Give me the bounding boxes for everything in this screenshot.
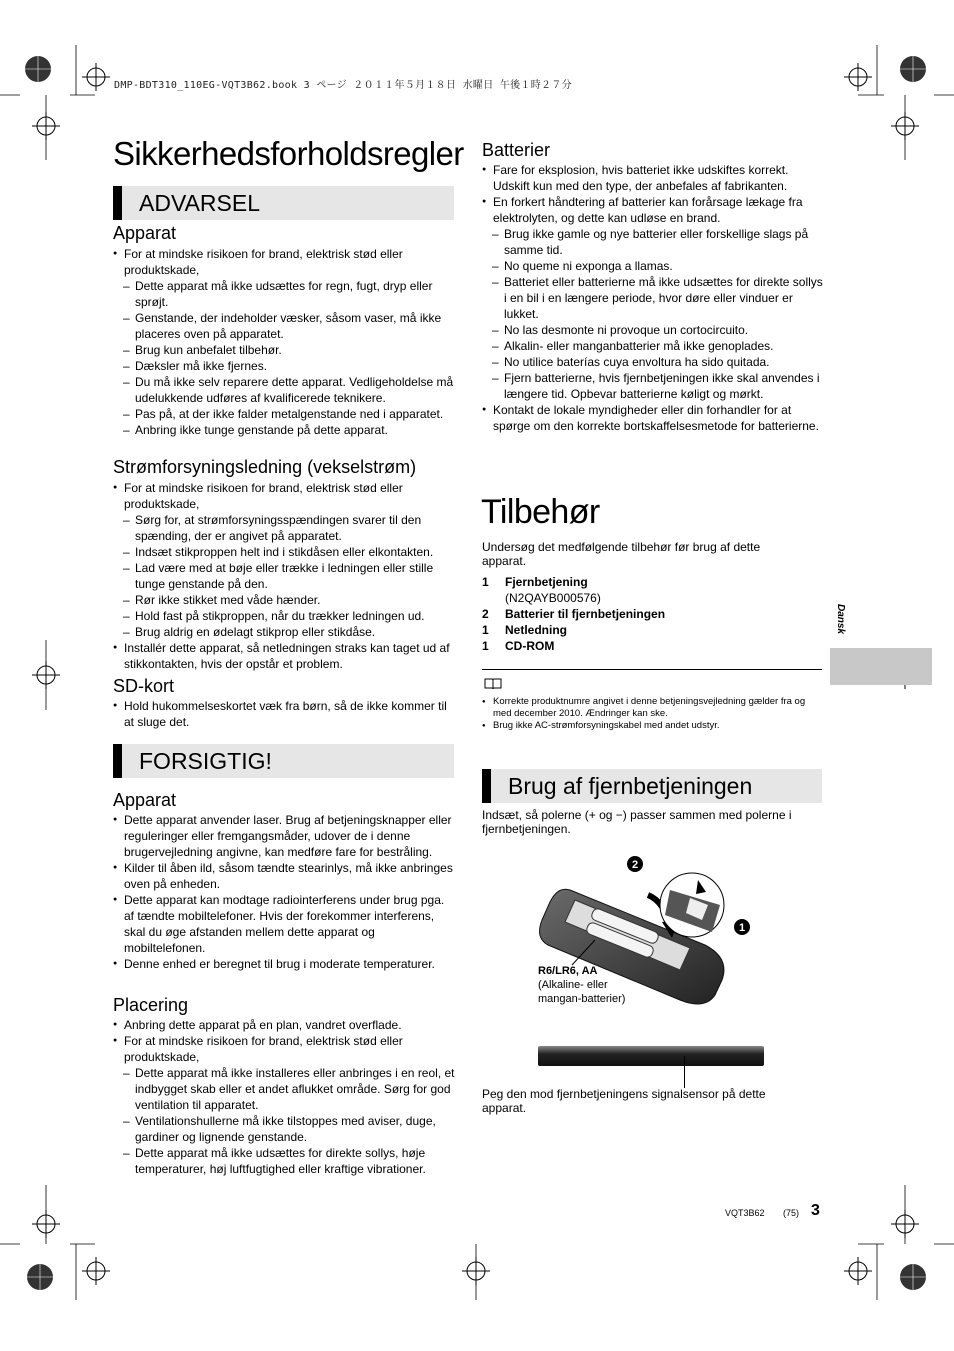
dash-item: – Ventilationshullerne må ikke tilstoppes med aviser, duge, gardiner og lignende genstande. <box>113 1113 456 1145</box>
section-heading: Apparat <box>113 223 177 243</box>
bullet-item: ● Anbring dette apparat på en plan, vandret overflade. <box>113 1017 456 1033</box>
dash-item: – Sørg for, at strømforsyningsspændingen svarer til den spænding, der er angivet på apparatet. <box>113 512 456 544</box>
page-title: Sikkerhedsforholdsregler <box>113 135 464 172</box>
dash-item: – Dette apparat må ikke installeres eller anbringes i en reol, et indbygget skab eller et andet aflukket område. Sørg for god ventilation til apparatet. <box>113 1065 456 1113</box>
warning-box <box>113 186 454 220</box>
dash-item: – Rør ikke stikket med våde hænder. <box>113 592 456 608</box>
note-divider <box>482 669 822 670</box>
accessory-qty: 1 <box>482 575 489 589</box>
sensor-instruction: Peg den mod fjernbetjeningens signalsensor på dette apparat. <box>482 1087 766 1115</box>
remote-usage-box <box>482 769 822 803</box>
accessories-intro: Undersøg det medfølgende tilbehør før brug af dette apparat. <box>482 540 761 568</box>
section-heading: Strømforsyningsledning (vekselstrøm) <box>113 457 417 477</box>
dash-item: – Lad være med at bøje eller trække i ledningen eller stille tunge genstande på den. <box>113 560 456 592</box>
bullet-item: ● Fare for eksplosion, hvis batteriet ikke udskiftes korrekt. Udskift kun med den type, der anbefales af fabrikanten. <box>482 162 824 194</box>
dash-item: – Dette apparat må ikke udsættes for direkte sollys, høje temperaturer, høj luftfugtighed eller kraftige vibrationer. <box>113 1145 456 1177</box>
doc-code: VQT3B62 <box>725 1208 765 1218</box>
dash-item: – Alkalin- eller manganbatterier må ikke genoplades. <box>482 338 824 354</box>
accessory-name: Batterier til fjernbetjeningen <box>505 607 666 621</box>
step-1-label: 1 <box>738 922 746 934</box>
accessories-title: Tilbehør <box>481 493 600 531</box>
note-book-icon <box>484 678 502 690</box>
dash-item: – No queme ni exponga a llamas. <box>482 258 824 274</box>
dash-item: – Dette apparat må ikke udsættes for regn, fugt, dryp eller sprøjt. <box>113 278 456 310</box>
bullet-item: ● For at mindske risikoen for brand, elektrisk stød eller produktskade, <box>113 246 456 278</box>
dash-item: – Indsæt stikproppen helt ind i stikdåsen eller elkontakten. <box>113 544 456 560</box>
dash-item: – Hold fast på stikproppen, når du trækker ledningen ud. <box>113 608 456 624</box>
battery-type-line2: mangan-batterier) <box>538 993 626 1005</box>
dash-item: – Du må ikke selv reparere dette apparat. Vedligeholdelse må udelukkende udføres af kvalificerede teknikere. <box>113 374 456 406</box>
dash-item: – No las desmonte ni provoque un cortocircuito. <box>482 322 824 338</box>
accessory-qty: 1 <box>482 639 489 653</box>
bullet-item: ● Dette apparat kan modtage radiointerferens under brug pga. af tændte mobiltelefoner. Hvis der forekommer interferens, skal du øge afstanden mellem dette apparat og mobiltelefonen. <box>113 892 456 956</box>
language-label: Dansk <box>835 604 846 635</box>
bullet-item: ● Dette apparat anvender laser. Brug af betjeningsknapper eller reguleringer eller fremgangsmåder, udover de i denne brugervejledning angivne, kan medføre fare for bestråling. <box>113 812 456 860</box>
print-header: DMP-BDT310_110EG-VQT3B62.book 3 ページ ２０１１年５月１８日 水曜日 午後１時２７分 <box>114 80 572 91</box>
dash-item: – Batteriet eller batterierne må ikke udsættes for direkte sollys i en bil i en længere periode, hvor døre eller vinduer er lukket. <box>482 274 824 322</box>
caution-box <box>113 744 454 778</box>
bullet-item: ● Kilder til åben ild, såsom tændte stearinlys, må ikke anbringes oven på enheden. <box>113 860 456 892</box>
section-heading: Apparat <box>113 790 177 810</box>
page-number: 3 <box>811 1202 820 1219</box>
section-heading: Batterier <box>482 140 551 160</box>
warning-box-label: ADVARSEL <box>139 190 261 216</box>
power-cord-list <box>113 480 456 672</box>
bullet-item: ● Denne enhed er beregnet til brug i moderate temperaturer. <box>113 956 456 972</box>
section-heading: SD-kort <box>113 676 175 696</box>
battery-list <box>482 162 824 434</box>
note-item: ● Korrekte produktnumre angivet i denne betjeningsvejledning gælder fra og med december 2010. Ændringer kan ske. <box>482 696 824 720</box>
battery-type-label: R6/LR6, AA <box>538 965 598 977</box>
bullet-item: ● En forkert håndtering af batterier kan forårsage lækage fra elektrolyten, og dette kan udløse en brand. <box>482 194 824 226</box>
apparat-caution-list <box>113 812 456 972</box>
dash-item: – Fjern batterierne, hvis fjernbetjeningen ikke skal anvendes i længere tid. Opbevar batterierne køligt og mørkt. <box>482 370 824 402</box>
placement-list <box>113 1017 456 1177</box>
bullet-item: ● For at mindske risikoen for brand, elektrisk stød eller produktskade, <box>113 1033 456 1065</box>
accessory-name: Fjernbetjening <box>505 575 588 589</box>
dash-item: – Genstande, der indeholder væsker, såsom vaser, må ikke placeres oven på apparatet. <box>113 310 456 342</box>
accessory-item <box>482 638 812 654</box>
bullet-item: ● Kontakt de lokale myndigheder eller din forhandler for at spørge om den korrekte bortskaffelsesmetode for batterierne. <box>482 402 824 434</box>
remote-intro: Indsæt, så polerne (+ og −) passer sammen med polerne i fjernbetjeningen. <box>482 808 792 836</box>
accessory-qty: 2 <box>482 607 489 621</box>
bullet-item: ● For at mindske risikoen for brand, elektrisk stød eller produktskade, <box>113 480 456 512</box>
bullet-item: ● Hold hukommelseskortet væk fra børn, så de ikke kommer til at sluge det. <box>113 698 456 730</box>
accessory-item <box>482 574 812 590</box>
dash-item: – Brug kun anbefalet tilbehør. <box>113 342 456 358</box>
doc-subpage: (75) <box>783 1208 800 1218</box>
accessory-item <box>482 606 812 622</box>
accessory-name: Netledning <box>505 623 567 637</box>
player-illustration <box>538 1046 764 1066</box>
sensor-pointer-line <box>684 1056 685 1088</box>
bullet-item: ● Installér dette apparat, så netledningen straks kan taget ud af stikkontakten, hvis der opstår et problem. <box>113 640 456 672</box>
battery-type-line1: (Alkaline- eller <box>538 979 608 991</box>
dash-item: – Pas på, at der ikke falder metalgenstande ned i apparatet. <box>113 406 456 422</box>
note-item: ● Brug ikke AC-strømforsyningskabel med andet udstyr. <box>482 720 824 732</box>
accessory-qty: 1 <box>482 623 489 637</box>
caution-box-label: FORSIGTIG! <box>139 748 272 774</box>
dash-item: – Brug ikke gamle og nye batterier eller forskellige slags på samme tid. <box>482 226 824 258</box>
step-2-label: 2 <box>631 859 639 871</box>
section-heading: Placering <box>113 995 189 1015</box>
remote-usage-label: Brug af fjernbetjeningen <box>508 773 753 799</box>
dash-item: – Brug aldrig en ødelagt stikprop eller stikdåse. <box>113 624 456 640</box>
dash-item: – No utilice baterías cuya envoltura ha sido quitada. <box>482 354 824 370</box>
battery-callout <box>538 964 625 1006</box>
language-side-tab <box>830 648 932 685</box>
dash-item: – Anbring ikke tunge genstande på dette apparat. <box>113 422 456 438</box>
accessory-item <box>482 622 812 638</box>
apparat-warning-list <box>113 246 456 438</box>
accessory-list <box>482 574 812 654</box>
dash-item: – Dæksler må ikke fjernes. <box>113 358 456 374</box>
sd-card-list <box>113 698 456 730</box>
notes-list <box>482 696 824 732</box>
accessory-sub: (N2QAYB000576) <box>505 591 601 605</box>
accessory-name: CD-ROM <box>505 639 555 653</box>
